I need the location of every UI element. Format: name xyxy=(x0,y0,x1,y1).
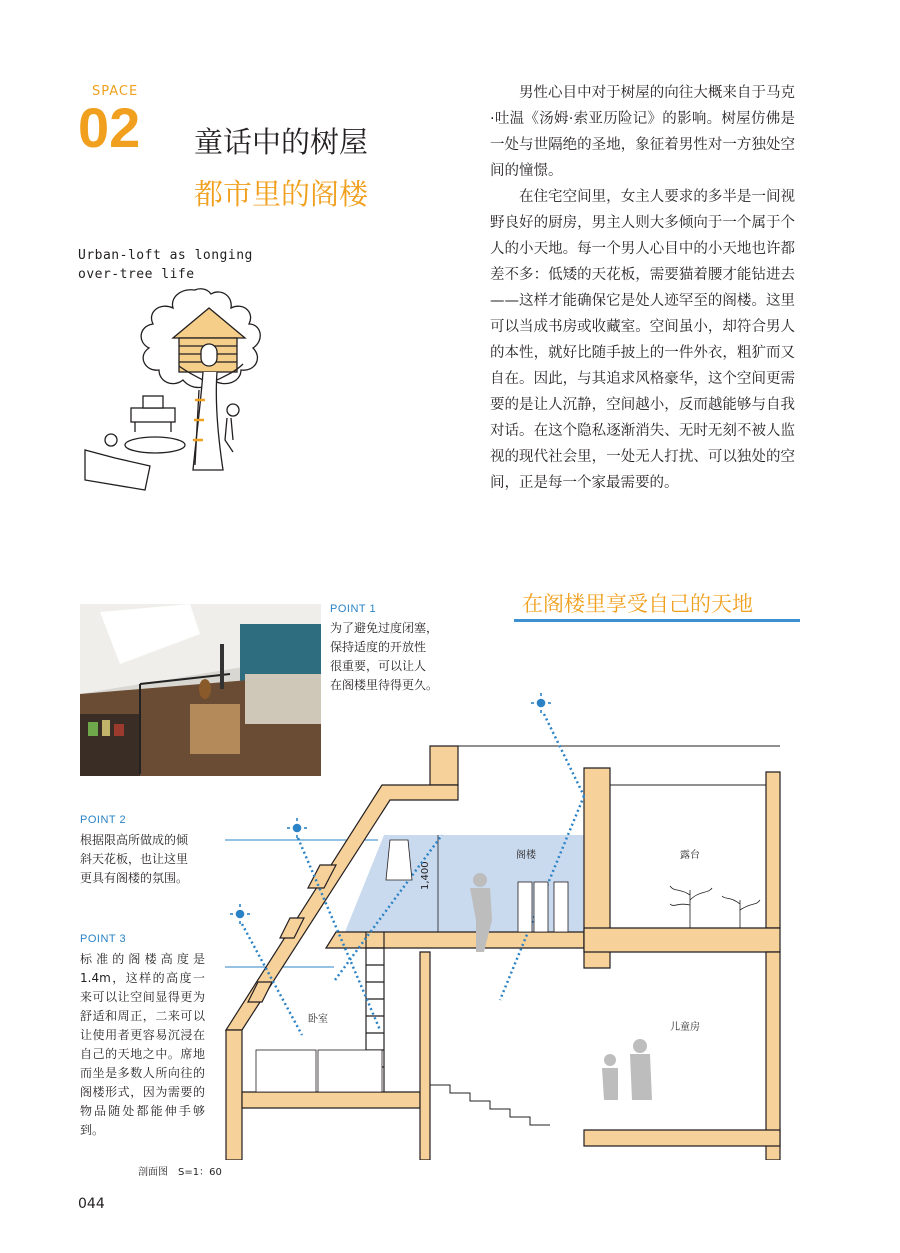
title-line-1: 童话中的树屋 xyxy=(194,125,369,159)
point-2-title: POINT 2 xyxy=(80,814,127,826)
space-label: SPACE xyxy=(92,84,139,99)
sun-icon xyxy=(230,904,250,924)
dimension-label: 1,400 xyxy=(420,861,431,890)
paragraph: 在住宅空间里，女主人要求的多半是一间视野良好的厨房，男主人则大多倾向于一个属于个人的小天地。每一个男人心目中的小天地也许都差不多：低矮的天花板，需要猫着腰才能钻进去——这样才能确保它是处人迹罕至的阁楼。这里可以当成书房或收藏室。空间虽小，却符合男人的本性，就好比随手披上的一件外衣，粗犷而又自在。因此，与其追求风格豪华，这个空间更需要的是让人沉静，空间越小，反而越能够与自我对话。在这个隐私逐渐消失、无时无刻不被人监视的现代社会里，一处无人打扰、可以独处的空间，正是每一个家最需要的。 xyxy=(490,189,795,491)
page-number: 044 xyxy=(78,1196,105,1212)
point-3-title: POINT 3 xyxy=(80,933,127,945)
walls xyxy=(226,746,780,1160)
point-2-text: 根据限高所做成的倾 斜天花板，也让这里 更具有阁楼的氛围。 xyxy=(80,833,189,885)
paragraph: 男性心目中对于树屋的向往大概来自于马克·吐温《汤姆·索亚历险记》的影响。树屋仿佛是一处与世隔绝的圣地，象征着男性对一方独处空间的憧憬。 xyxy=(490,85,795,179)
room-terrace: 露台 xyxy=(680,850,700,861)
body-text xyxy=(490,80,795,496)
point-3-text: 标准的阁楼高度是1.4m，这样的高度一来可以让空间显得更为舒适和周正，二来可以让使用者更容易沉浸在自己的天地之中。席地而坐是多数人所向往的阁楼形式，因为需要的物品随处都能伸手够到。 xyxy=(80,952,205,1137)
room-bedroom: 卧室 xyxy=(308,1014,328,1025)
space-number: 02 xyxy=(78,96,141,159)
point-1-title: POINT 1 xyxy=(330,603,377,615)
treehouse-illustration xyxy=(75,280,305,500)
scale-caption: 剖面图 S=1：60 xyxy=(138,1167,222,1178)
section-diagram xyxy=(200,690,840,1160)
section-title: 在阁楼里享受自己的天地 xyxy=(522,592,753,616)
point-1-text: 为了避免过度闭塞， 保持适度的开放性 很重要，可以让人 在阁楼里待得更久。 xyxy=(330,621,439,692)
room-kids: 儿童房 xyxy=(670,1022,700,1033)
title-line-2: 都市里的阁楼 xyxy=(194,177,369,211)
sun-icon xyxy=(531,693,551,713)
plant-icon xyxy=(670,886,760,928)
room-loft: 阁楼 xyxy=(516,850,536,861)
section-underline xyxy=(514,619,800,622)
sun-icon xyxy=(287,818,307,838)
english-caption: Urban-loft as longing over-tree life xyxy=(78,248,253,282)
